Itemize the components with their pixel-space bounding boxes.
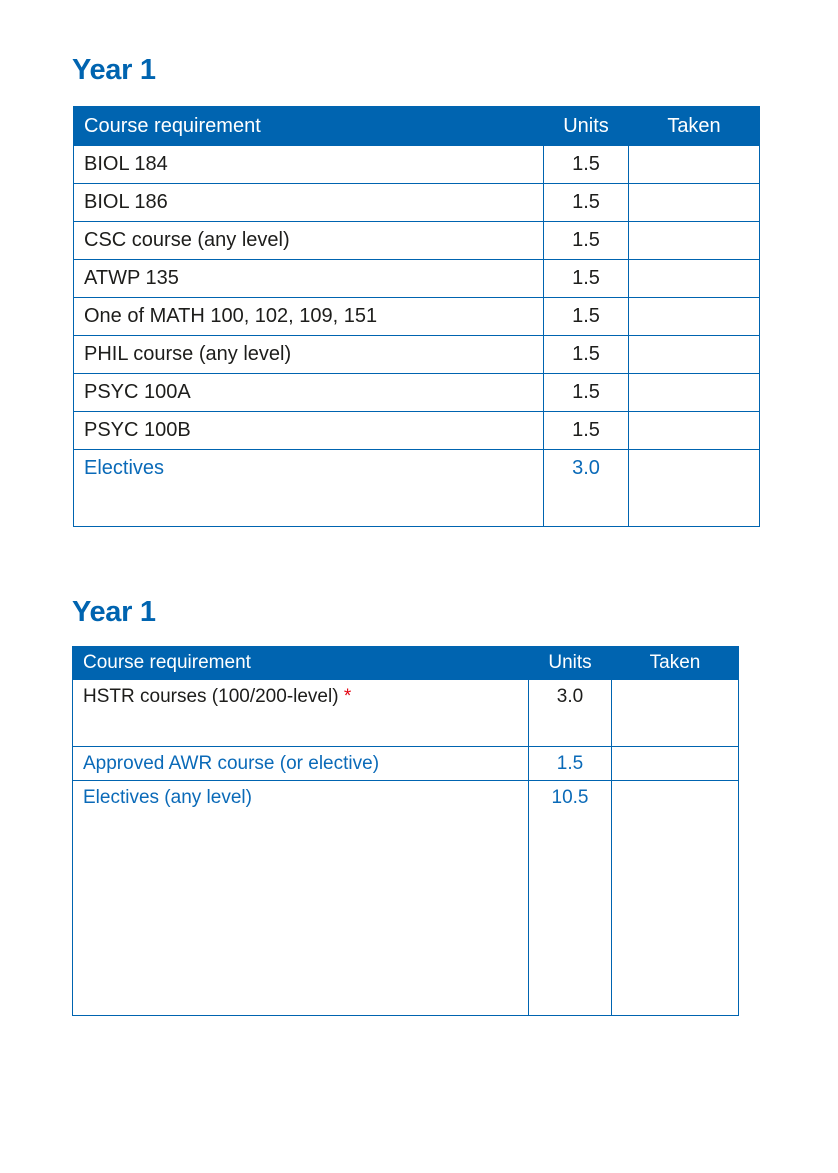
units-cell: 3.0 <box>544 450 629 527</box>
section-title-year-1: Year 1 <box>72 54 156 86</box>
table-row-electives <box>73 781 739 1016</box>
table-row <box>74 298 760 336</box>
course-cell: PSYC 100A <box>74 374 544 412</box>
course-cell: PHIL course (any level) <box>74 336 544 374</box>
table-header-row <box>73 647 739 680</box>
table-row <box>74 374 760 412</box>
course-label: HSTR courses (100/200-level) <box>83 686 339 707</box>
column-header-taken: Taken <box>612 647 739 680</box>
table-row-electives <box>74 450 760 527</box>
table-row <box>73 680 739 747</box>
taken-cell[interactable] <box>629 412 760 450</box>
units-cell: 1.5 <box>529 747 612 781</box>
units-cell: 1.5 <box>544 260 629 298</box>
taken-cell[interactable] <box>612 680 739 747</box>
taken-cell[interactable] <box>629 222 760 260</box>
course-cell: Electives (any level) <box>73 781 529 1016</box>
column-header-course: Course requirement <box>74 107 544 146</box>
taken-cell[interactable] <box>612 781 739 1016</box>
units-cell: 1.5 <box>544 412 629 450</box>
course-cell: CSC course (any level) <box>74 222 544 260</box>
taken-cell[interactable] <box>629 260 760 298</box>
course-cell: PSYC 100B <box>74 412 544 450</box>
table-row <box>74 146 760 184</box>
taken-cell[interactable] <box>629 374 760 412</box>
course-cell <box>73 680 529 747</box>
taken-cell[interactable] <box>629 298 760 336</box>
units-cell: 1.5 <box>544 146 629 184</box>
table-header-row <box>74 107 760 146</box>
units-cell: 1.5 <box>544 298 629 336</box>
column-header-units: Units <box>529 647 612 680</box>
table-row <box>74 336 760 374</box>
units-cell: 10.5 <box>529 781 612 1016</box>
course-cell: BIOL 186 <box>74 184 544 222</box>
units-cell: 1.5 <box>544 184 629 222</box>
course-cell: ATWP 135 <box>74 260 544 298</box>
course-cell: One of MATH 100, 102, 109, 151 <box>74 298 544 336</box>
units-cell: 3.0 <box>529 680 612 747</box>
taken-cell[interactable] <box>629 336 760 374</box>
table-row <box>74 412 760 450</box>
table-row <box>74 260 760 298</box>
column-header-units: Units <box>544 107 629 146</box>
table-row <box>74 222 760 260</box>
table-row <box>73 747 739 781</box>
units-cell: 1.5 <box>544 374 629 412</box>
required-marker: * <box>343 686 352 707</box>
requirements-table-1 <box>73 106 760 527</box>
taken-cell[interactable] <box>629 146 760 184</box>
table-row <box>74 184 760 222</box>
taken-cell[interactable] <box>629 184 760 222</box>
taken-cell[interactable] <box>629 450 760 527</box>
course-cell: Electives <box>74 450 544 527</box>
column-header-taken: Taken <box>629 107 760 146</box>
course-cell: BIOL 184 <box>74 146 544 184</box>
taken-cell[interactable] <box>612 747 739 781</box>
section-title-year-1-alt: Year 1 <box>72 596 156 628</box>
units-cell: 1.5 <box>544 336 629 374</box>
column-header-course: Course requirement <box>73 647 529 680</box>
requirements-table-2 <box>72 646 739 1016</box>
course-cell: Approved AWR course (or elective) <box>73 747 529 781</box>
units-cell: 1.5 <box>544 222 629 260</box>
